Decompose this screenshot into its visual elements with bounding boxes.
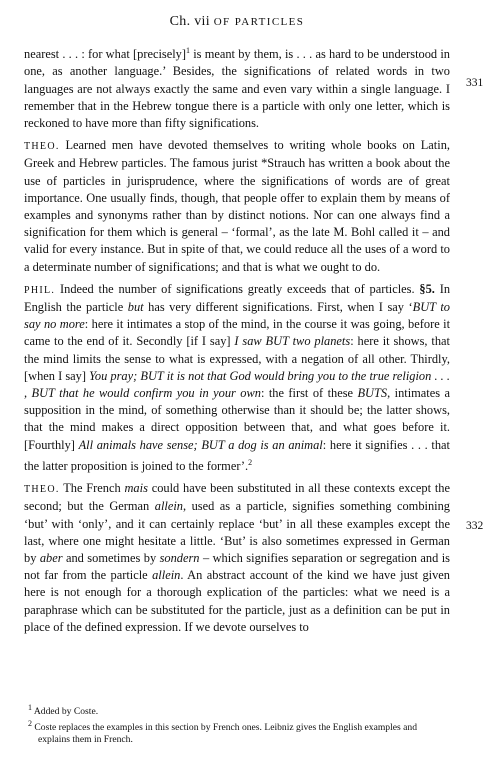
- paragraph: nearest . . . : for what [precisely]$^1$ is meant by them, is . . . as hard to be understood in one, as another language.’ Besides, the significations of related words in two languages are not always exactly the same and even vary within a single language. I remember that in the Hebrew tongue there is a particle with only one letter, which is reckoned to have more than fifty significations.: [24, 46, 450, 130]
- speaker-label: PHIL.: [24, 284, 56, 296]
- footnotes: [24, 702, 450, 746]
- footnote-ref: 1: [185, 46, 190, 55]
- chapter-title: OF PARTICLES: [213, 16, 305, 28]
- speaker-label: THEO.: [24, 141, 60, 153]
- chapter-number: Ch. vii: [169, 14, 210, 29]
- paragraph: THEO. Learned men have devoted themselves to writing whole books on Latin, Greek and Hebrew particles. The famous jurist *Strauch has written a book about the use of particles in jurisprudence, where the significations of words are of great importance. One usually finds, though, that people offer to explain them by means of examples and synonyms rather than by distinct notions. Nor can one always find a signification for them which is general – ‘formal’, as the late M. Bohl called it – and valid for every instance. But in spite of that, we could reduce all the uses of a word to a determinate number of significations; and that is what we ought to do.: [24, 138, 450, 274]
- margin-page-number: 332: [466, 520, 484, 532]
- section-number: §5.: [419, 281, 435, 296]
- speaker-label: THEO.: [24, 484, 60, 496]
- paragraph: PHIL. Indeed the number of significations greatly exceeds that of particles. §5. In English the particle but has very different significations. First, when I say ‘BUT to say no more: here it intimates a stop of the mind, in the course it was going, before it came to the end of it. Secondly [if I say] I saw BUT two planets: here it shows, that the mind limits the sense to what is expressed, with a negation of all other. Thirdly, [when I say] You pray; BUT it is not that God would bring you to the true religion . . . , BUT that he would confirm you in your own: the first of these BUTS, intimates a supposition in the mind, of something otherwise than it should be; the latter shows, that the mind makes a direct opposition between that, and what goes before it. [Fourthly] All animals have sense; BUT a dog is an animal: here it signifies . . . that the latter proposition is joined to the former’.$^2$: [24, 281, 451, 473]
- footnote: $^2$ Coste replaces the examples in this section by French ones. Leibniz gives the English examples and explains them in French.: [28, 719, 417, 746]
- margin-page-number: 331: [466, 77, 484, 89]
- body-text: [24, 42, 450, 641]
- paragraph: THEO. The French mais could have been substituted in all these contexts except the second; but the German allein, used as a particle, signifies something combining ‘but’ with ‘only’, and it can certainly replace ‘but’ in all these examples except the last, where one might hesitate a little. ‘But’ is also sometimes expressed in German by aber and sometimes by sondern – which signifies separation or segregation and is not far from the particle allein. An abstract account of the kind we have just given here is not enough for a thorough explication of the particles: what we need is a paraphrase which can be substituted for the particle, just as a definition can be put in place of the defined expression. If we devote ourselves to: [24, 481, 450, 634]
- footnote-ref: 2: [248, 457, 253, 467]
- footnote: $^1$ Added by Coste.: [28, 703, 99, 718]
- running-header: [24, 14, 450, 30]
